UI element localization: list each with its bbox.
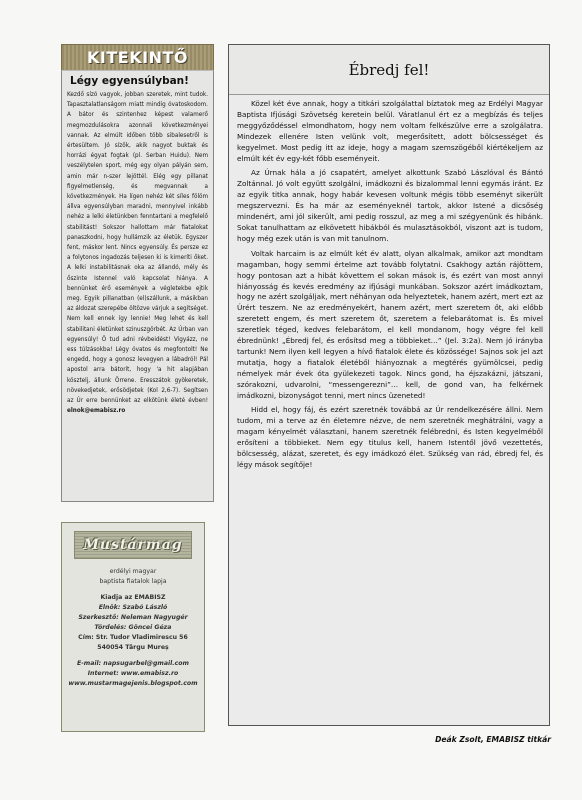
page-title: Ébredj fel!	[348, 60, 430, 79]
ad-line: Elnök: Szabó László	[98, 604, 168, 611]
ad-line: 540054 Târgu Mureș	[97, 644, 169, 651]
kitekinto-header	[61, 44, 214, 70]
ad-blog[interactable]: www.mustarmagejenis.blogspot.com	[68, 680, 198, 687]
section-title: KITEKINTŐ	[87, 48, 188, 67]
ad-line: baptista fiatalok lapja	[99, 578, 167, 585]
ad-line: Cím: Str. Tudor Vladimirescu 56	[78, 634, 188, 641]
article-body	[229, 95, 549, 471]
ad-line: Tördelés: Göncei Géza	[94, 624, 172, 631]
article-paragraph: Hidd el, hogy fáj, és ezért szeretnék továbbá az Úr rendelkezésére állni. Nem tudom, mi a terve az én életemre nézve, de nem szeretnék meghátrálni, vagy a magam kényelmét választani, hanem szeretnék felébredni, és Isten kegyelméből erősíteni a többieket. Nem egy titulus kell, hanem Istentől jövő vezettetés, bölcsesség, alázat, szeretet, és egy imádkozó élet. Szükség van rád, ébredj fel, és légy mások segítője!	[237, 405, 543, 469]
ad-website[interactable]: Internet: www.emabisz.ro	[87, 670, 179, 677]
mustarmag-box	[61, 522, 205, 732]
article-title: Légy egyensúlyban!	[70, 75, 189, 87]
logo-text: Mustármag	[83, 537, 183, 553]
author-signature: Deák Zsolt, EMABISZ titkár	[435, 735, 551, 744]
article-paragraph: Voltak harcaim is az elmúlt két év alatt, olyan alkalmak, amikor azt mondtam magamban, hogy semmi értelme azt tovább folytatni. Csakhogy aztán rájöttem, hogy pontosan azt a hibát követtem el sokan mások is, és ezért van most annyi hiányosság és kevés eredmény az ifjúsági munkában. Sokszor azért imádkoztam, hogy ne azért szolgáljak, mert néhányan oda helyeztetek, hanem azért, mert ezt az Úrért teszem. Ne az eredményekért, hanem azért, mert szeretem őt, aki előbb szeretett engem, és mert szeretem őt, szeretem a felebarátomat is. És mivel szeretlek téged, kedves felebarátom, el kell mondanom, hogy végre fel kell ébrednünk! „Ébredj fel, és erősítsd meg a többieket…” (Jel. 3:2a). Nem jó irányba tartunk! Nem ilyen kell legyen a hívő fiatalok élete és közössége! Sajnos sok jel azt mutatja, hogy a fiatalok életéből hiányoznak a megtérés gyümölcsei, pedig némelyek már évek óta gyülekezeti tagok. Nincs gond, ha éjszakázni, játszani, szórakozni, udvarolni, “messengerezni”… kell, de gond van, ha felkérnek imádkozni, bizonyságot tenni, mert nincs üzeneted!	[237, 248, 543, 400]
ebredj-article-box	[228, 44, 550, 726]
kitekinto-column	[61, 44, 214, 746]
article-body	[67, 90, 208, 417]
ad-line: erdélyi magyar	[109, 568, 157, 575]
ad-line: Szerkesztő: Neleman Nagyugér	[78, 614, 188, 621]
article-paragraph: Az Úrnak hála a jó csapatért, amelyet alkottunk Szabó Lászlóval és Bántó Zoltánnal. Jó volt együtt szolgálni, imádkozni és bizalommal lenni egymás iránt. Ez az egyik titka annak, hogy habár kevesen voltunk mégis több eseményt sikerült megszervezni. És ha már az eseményeknél tartok, akkor Istené a dicsőség mindenért, ami jól sikerült, ami pedig rosszul, az meg a mi szégyenünk és hibánk. Sokat tanulhattam az elkövetett hibákból és mulasztásokból, viszont azt is tudom, hogy még ezek után is van mit tanulnom.	[237, 168, 543, 243]
mustarmag-logo	[74, 531, 192, 559]
ad-email[interactable]: E-mail: napsugarbel@gmail.com	[77, 660, 189, 667]
article-title-bar	[229, 45, 549, 95]
article-paragraph: Közel két éve annak, hogy a titkári szolgálattal bíztatok meg az Erdélyi Magyar Baptista Ifjúsági Szövetség keretein belül. Váratlanul ért ez a megbízás és teljes meggyőződéssel elmondhatom, hogy nem voltam felkészülve erre a szolgálatra. Mindezek ellenére Isten velünk volt, megerősített, adott bölcsességet és kegyelmet. Most pedig itt az ideje, hogy a magam szemszögéből kiértékeljem az elmúlt két év egy-két főbb eseményeit.	[237, 99, 543, 163]
ad-line: Kiadja az EMABISZ	[100, 594, 166, 601]
article-body-text: Kezdő sízó vagyok, jobban szeretek, mint tudok. Tapasztalatlanságom miatt mindig óvatoskodom. A bátor és szintenhez képest valamerő megmozdulásokra azonnali következményei vannak. Az elmúlt időben több sibalesetről is értesültem. Jó sízők, akik nagyot buktak és horrázi égyat fogtak (pl. Serban Huidu). Nem veszélytelen sport, még egy olyan pályán sem, amin már n-szer lejöttél. Elég egy pillanat figyelmetlenség, és megvannak a következmények. Ha lígen nehéz két síles fölöm állva egyensúlyban maradni, mennyivel inkább nehéz a lelki életünkben fenntartani a megfelelő stabilitást! Sokszor hallottam már fiatalokat panaszkodni, hogy hullámzik az életük. Egyszer fent, máskor lent. Nincs egyensúly. És persze ez a folytonos ingadozás teljesen ki is kimeríti őket. A lelki instabilitásnak oka az állandó, mély és őszinte Istennel való kapcsolat hiánya. A bennünket érő események a végletekbe ejtik meg. Egyik pillanatban (el)szállunk, a másikban az áldozat szerepébe öltözve várjuk a segítséget. Nem kell ennek így lennie! Meg lehet és kell stabilitani életünket szinuszgörbét. Az Úrban van egyensúly! Ő tud adni révbeidést! Vigyázz, ne ess túlzásokba! Légy óvatos és megfontolt! Ne engedd, hogy a gonosz levegyen a lábadról! Pál apostol arra bátorít, hogy 'a hit alapjában kösztelj, állunk Örrene. Eresszátok gyökeretek, növekedjetek, erősödjetek (Kol 2,6-7). Segítsen az Úr erre bennünket az elkötünk életé évben!	[67, 91, 208, 405]
article-email: elnok@emabisz.ro	[67, 407, 126, 415]
kitekinto-article	[61, 70, 214, 502]
